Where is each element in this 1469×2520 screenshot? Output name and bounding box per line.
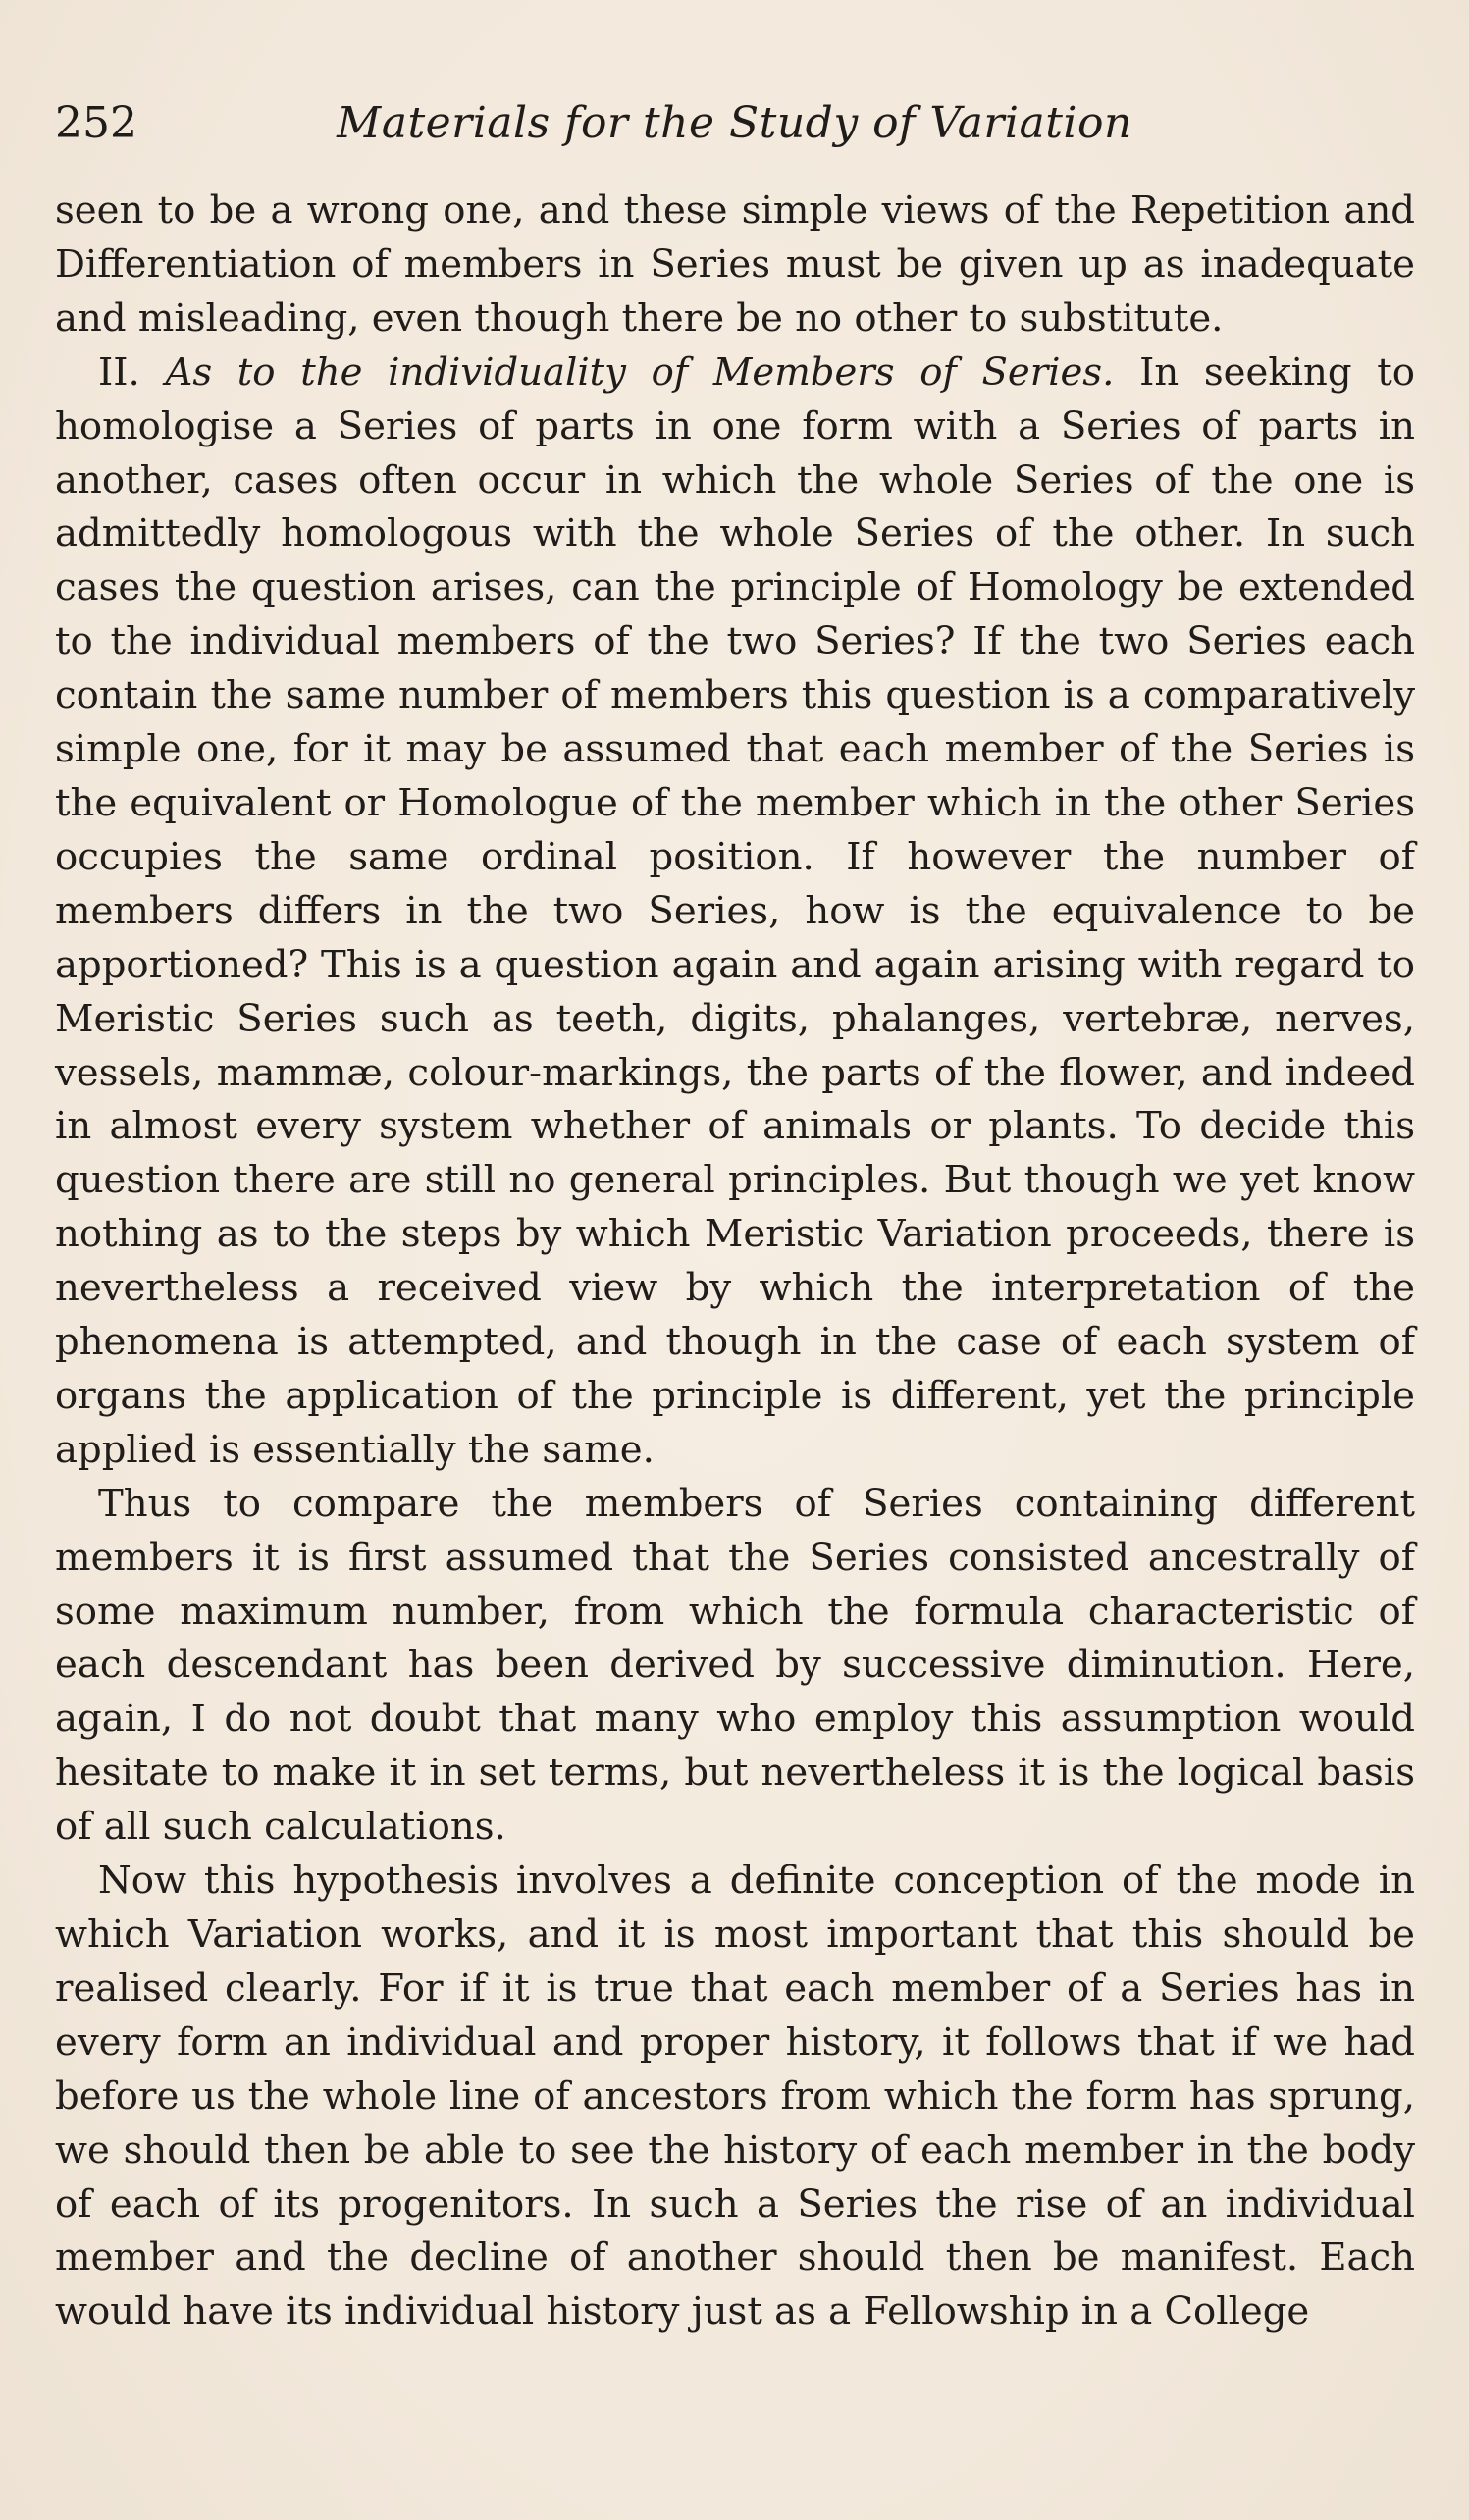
page-number: 252 [55,98,137,148]
running-title: Materials for the Study of Variation [337,98,1132,148]
paragraph-2 [55,346,1415,1478]
section-heading: As to the individuality of Members of Series. [165,349,1115,394]
body-text [55,184,1415,2339]
section-number: II. [98,349,140,394]
paragraph-3: Thus to compare the members of Series containing different members it is first assumed that the Series consisted ancestrally of some maximum number, from which the formula characteristic of each descendant has been derived by successive diminution. Here, again, I do not doubt that many who employ this assumption would hesitate to make it in set terms, but nevertheless it is the logical basis of all such calculations. [55,1481,1415,1850]
paragraph-2-text: In seeking to homologise a Series of parts in one form with a Series of parts in another, cases often occur in which the whole Series of the one is admittedly homologous with the whole Series of the other. In such cases the question arises, can the principle of Homology be extended to the individual members of the two Series? If the two Series each contain the same number of members this question is a comparatively simple one, for it may be assumed that each member of the Series is the equivalent or Homologue of the member which in the other Series occupies the same ordinal position. If however the number of members differs in the two Series, how is the equivalence to be apportioned? This is a question again and again arising with regard to Meristic Series such as teeth, digits, phalanges, vertebræ, nerves, vessels, mammæ, colour-markings, the parts of the flower, and indeed in almost every system whether of animals or plants. To decide this question there are still no general principles. But though we yet know nothing as to the steps by which Meristic Variation proceeds, there is nevertheless a received view by which the interpretation of the phenomena is attempted, and though in the case of each system of organs the application of the principle is different, yet the principle applied is essentially the same. [55,349,1415,1472]
paragraph-4: Now this hypothesis involves a definite conception of the mode in which Variation works, and it is most important that this should be realised clearly. For if it is true that each member of a Series has in every form an individual and proper history, it follows that if we had before us the whole line of ancestors from which the form has sprung, we should then be able to see the history of each member in the body of each of its progenitors. In such a Series the rise of an individual member and the decline of another should then be manifest. Each would have its individual history just as a Fellowship in a College [55,1859,1415,2335]
running-head [55,94,1414,153]
paragraph-1: seen to be a wrong one, and these simple views of the Repetition and Differentiation of members in Series must be given up as inadequate and misleading, even though there be no other to substitute. [55,188,1415,341]
